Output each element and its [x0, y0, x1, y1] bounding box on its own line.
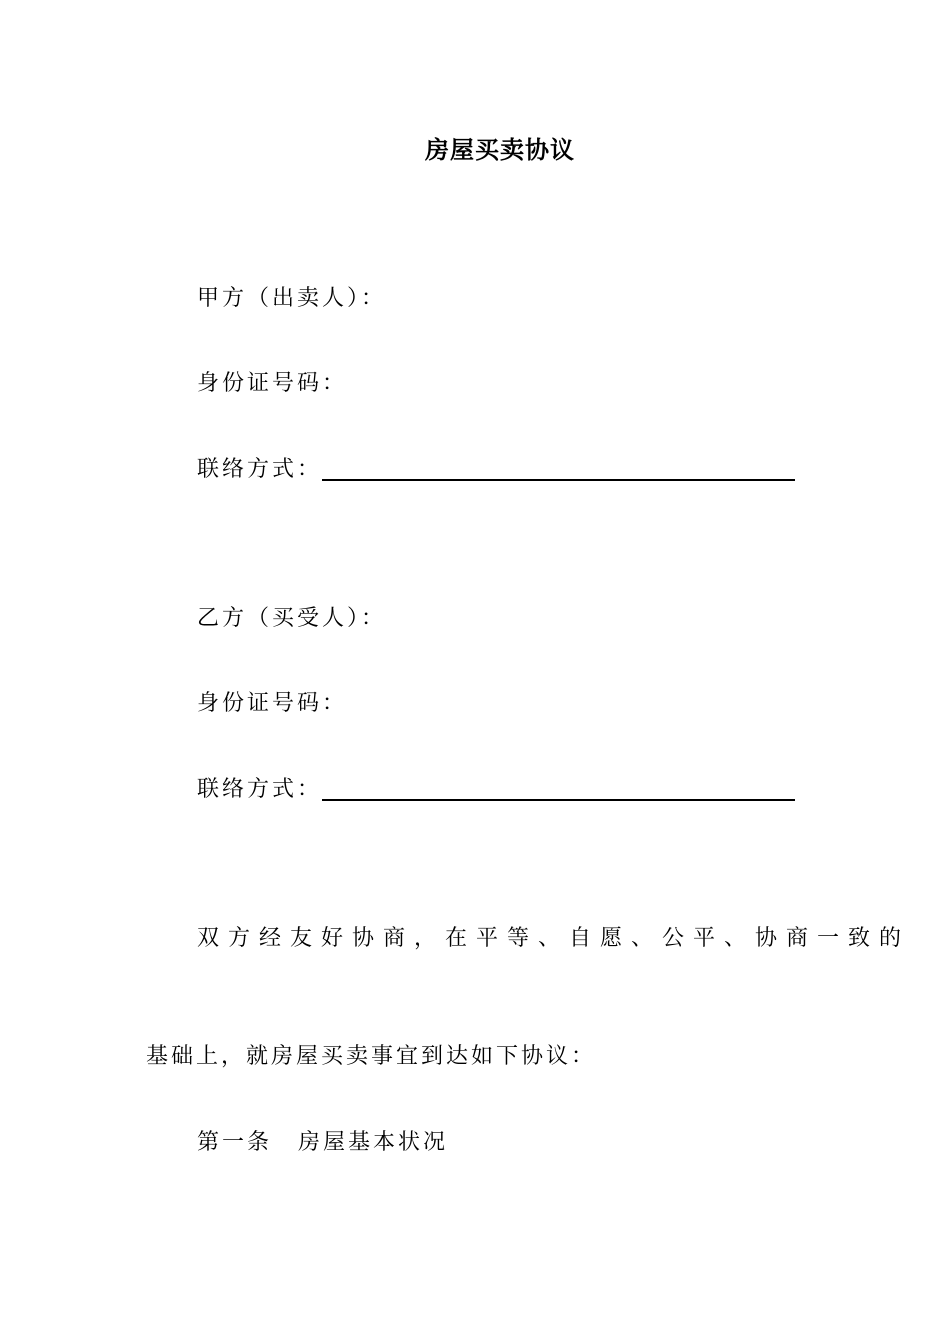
party-b-contact-blank	[322, 799, 795, 801]
party-b-id-label: 身份证号码：	[197, 691, 348, 716]
party-a-contact-blank	[322, 479, 795, 481]
party-a-id-label: 身份证号码：	[197, 371, 348, 396]
party-b-contact-label: 联络方式：	[197, 777, 323, 802]
article-1-number: 第一条	[197, 1130, 273, 1155]
intro-paragraph-line-1: 双方经友好协商，在平等、自愿、公平、协商一致的	[197, 926, 911, 951]
article-1-heading: 房屋基本状况	[298, 1130, 449, 1155]
party-b-label: 乙方（买受人）：	[197, 606, 387, 631]
party-a-contact-label: 联络方式：	[197, 457, 323, 482]
party-a-label: 甲方（出卖人）：	[197, 286, 387, 311]
intro-paragraph-line-2: 基础上，就房屋买卖事宜到达如下协议：	[146, 1044, 597, 1069]
document-title: 房屋买卖协议	[425, 135, 575, 164]
